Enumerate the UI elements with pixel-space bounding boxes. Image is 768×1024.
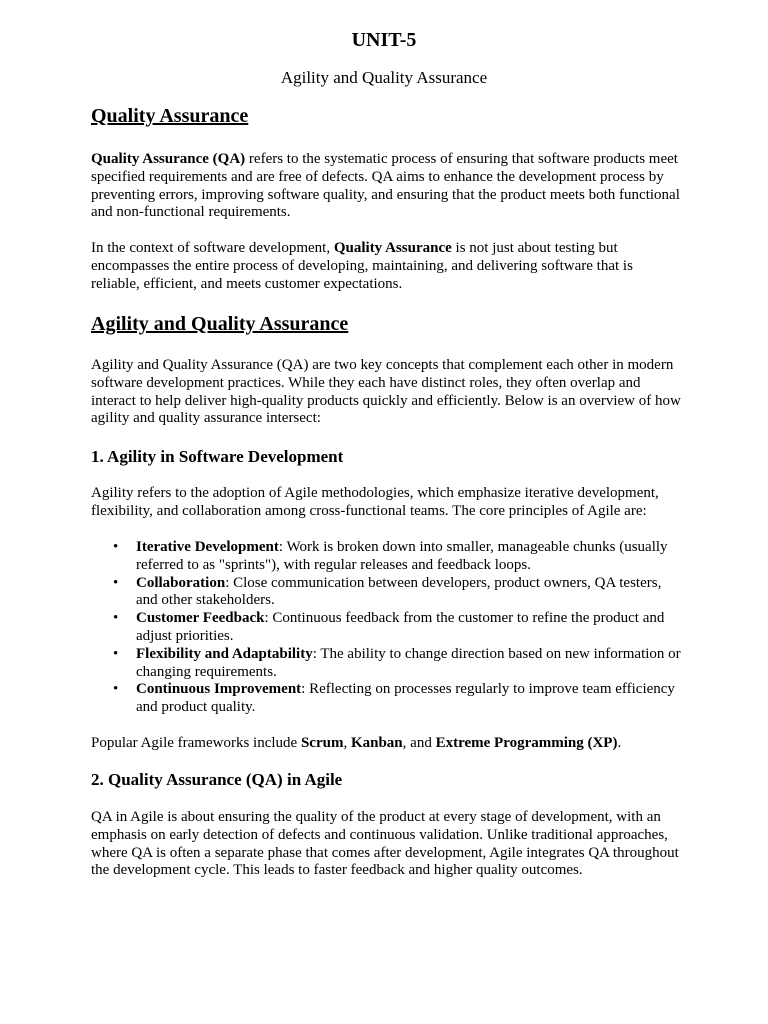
frameworks-separator: ,	[343, 735, 351, 751]
principle-term: Flexibility and Adaptability	[136, 645, 313, 662]
framework-xp: Extreme Programming (XP)	[435, 735, 618, 751]
heading-qa-in-agile: 2. Quality Assurance (QA) in Agile	[91, 770, 343, 789]
principle-desc: : Work is broken down into smaller, manageable chunks (usually referred to as "sprints"), with regular releases and feedback loops.	[136, 539, 668, 573]
principle-desc: : Close communication between developers, product owners, QA testers, and other stakeholders.	[136, 574, 662, 609]
heading-agility-in-software-development: 1. Agility in Software Development	[91, 447, 344, 466]
qa-in-agile-paragraph: QA in Agile is about ensuring the quality of the product at every stage of development, with an emphasis on early detection of defects and continuous validation. Unlike traditional approaches, where QA is often a separate phase that comes after development, Agile integrates QA throughout the development cycle. This leads to faster feedback and higher quality outcomes.	[91, 809, 679, 879]
principle-desc: : Continuous feedback from the customer to refine the product and adjust priorities.	[136, 610, 665, 644]
qa-context-lead: In the context of software development,	[91, 240, 334, 256]
agility-qa-intro-paragraph: Agility and Quality Assurance (QA) are two key concepts that complement each other in modern software development practices. While they each have distinct roles, they often overlap and interact to help deliver high-quality products quickly and efficiently. Below is an overview of how agility and quality assurance intersect:	[91, 357, 681, 427]
framework-kanban: Kanban	[350, 735, 403, 751]
frameworks-end: .	[617, 735, 622, 751]
list-item	[113, 681, 681, 717]
qa-definition-paragraph	[91, 151, 681, 222]
principle-term: Customer Feedback	[136, 610, 265, 627]
bullet-icon: •	[113, 610, 119, 627]
unit-title: UNIT-5	[351, 29, 417, 51]
frameworks-separator: , and	[402, 735, 436, 751]
principle-desc: : The ability to change direction based on new information or changing requirements.	[136, 645, 681, 680]
list-item	[113, 645, 681, 682]
qa-term: Quality Assurance (QA)	[91, 151, 246, 167]
bullet-icon: •	[113, 574, 119, 591]
framework-scrum: Scrum	[300, 735, 344, 751]
qa-context-text: is not just about testing but encompasses the entire process of developing, maintaining, and delivering software that is reliable, efficient, and meets customer expectations.	[91, 240, 633, 292]
list-item	[113, 574, 681, 611]
bullet-icon: •	[113, 681, 119, 698]
principle-term: Collaboration	[136, 574, 226, 591]
agile-principles-list	[113, 539, 681, 717]
principle-desc: : Reflecting on processes regularly to improve team efficiency and product quality.	[136, 681, 675, 716]
heading-agility-and-qa: Agility and Quality Assurance	[91, 313, 349, 335]
bullet-icon: •	[113, 539, 119, 555]
agile-frameworks-paragraph	[91, 735, 681, 753]
list-item	[113, 539, 681, 575]
frameworks-lead: Popular Agile frameworks include	[91, 735, 301, 751]
qa-context-paragraph	[91, 240, 681, 293]
qa-context-term: Quality Assurance	[333, 240, 452, 256]
heading-quality-assurance: Quality Assurance	[91, 105, 249, 127]
agility-intro-paragraph: Agility refers to the adoption of Agile methodologies, which emphasize iterative development, flexibility, and collaboration among cross-functional teams. The core principles of Agile are:	[91, 485, 659, 519]
list-item	[113, 610, 681, 646]
principle-term: Continuous Improvement	[136, 681, 302, 698]
principle-term: Iterative Development	[136, 539, 279, 555]
document-subtitle: Agility and Quality Assurance	[280, 68, 488, 87]
qa-definition-text: refers to the systematic process of ensuring that software products meet specified requirements and are free of defects. QA aims to enhance the development process by preventing errors, improving software quality, and ensuring that the product meets both functional and non-functional requirements.	[91, 151, 680, 221]
bullet-icon: •	[113, 645, 119, 662]
